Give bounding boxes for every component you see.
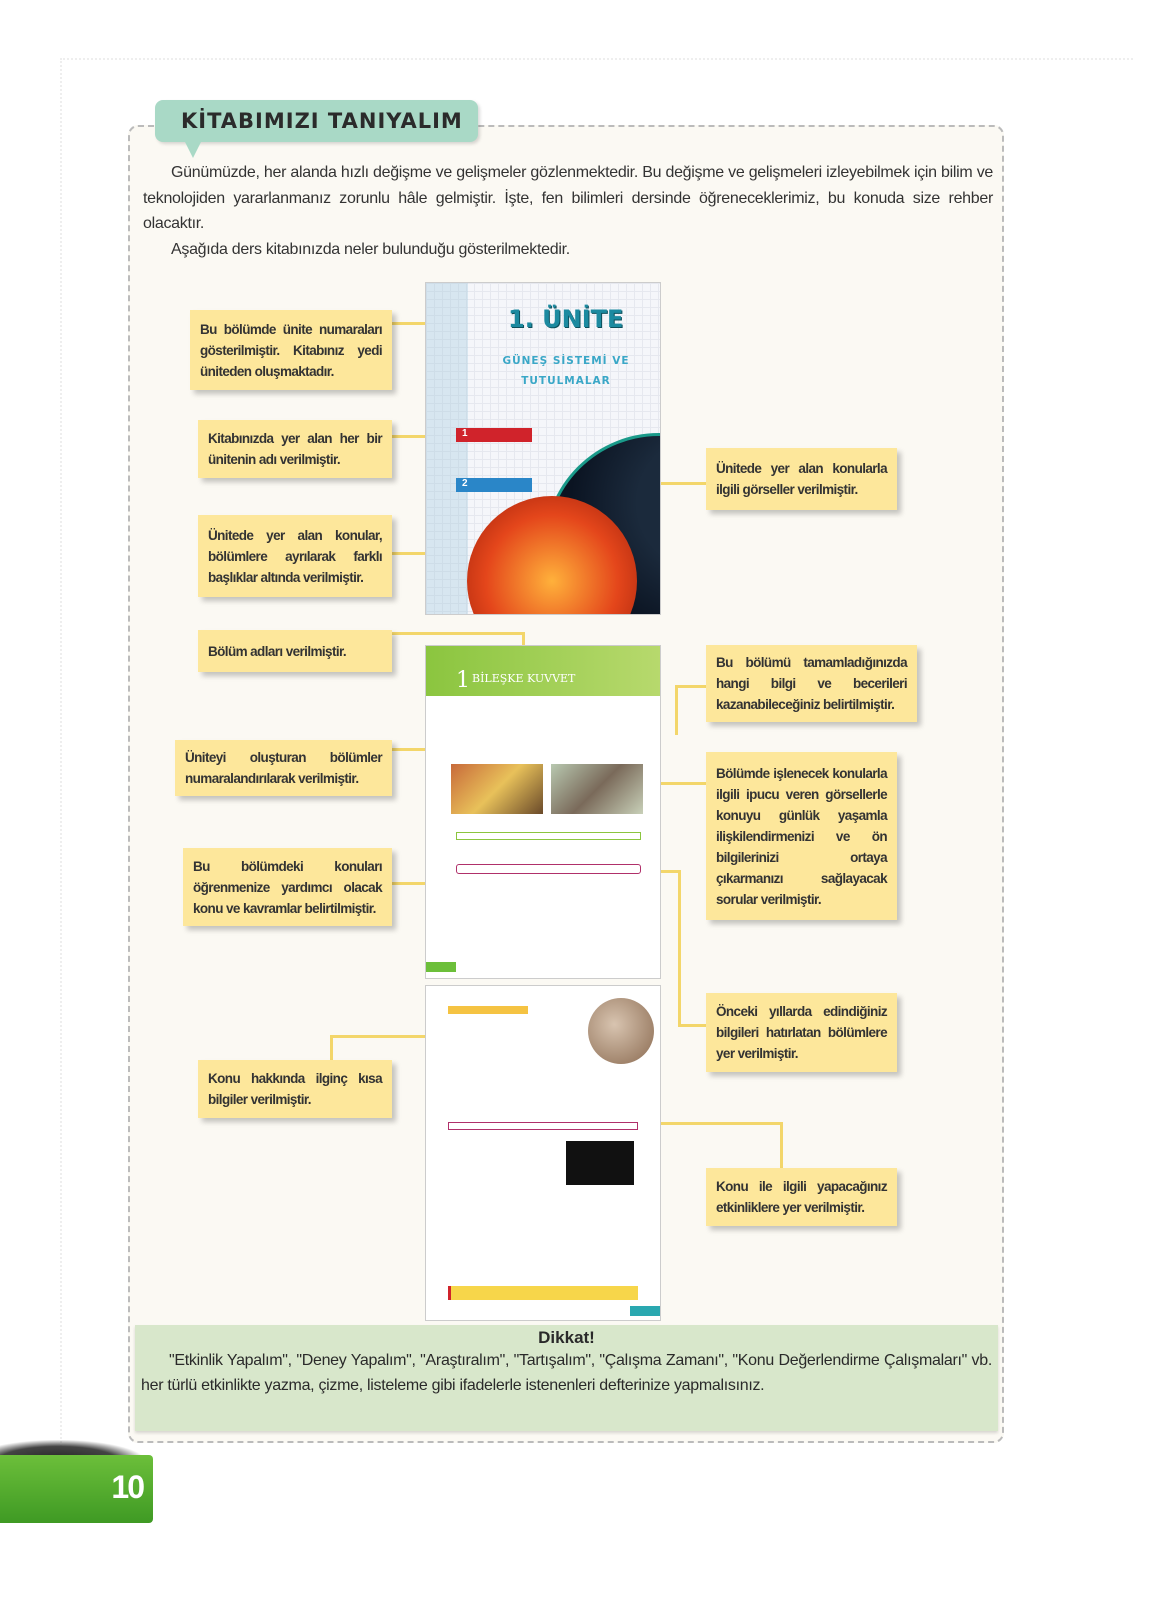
callout-text: Konu hakkında ilginç kısa bilgiler verilmiştir. xyxy=(208,1071,382,1107)
section-page-preview xyxy=(425,645,661,979)
page-number: 10 xyxy=(111,1469,143,1505)
connector-line xyxy=(675,685,678,735)
unit-number: 1. ÜNİTE xyxy=(508,305,624,333)
callout-text: Bu bölümde ünite numaraları gösterilmiştir. Kitabınız yedi üniteden oluşmaktadır. xyxy=(200,321,382,379)
cover-strip xyxy=(426,283,468,614)
space-image xyxy=(544,433,661,615)
warning-text: "Etkinlik Yapalım", "Deney Yapalım", "Araştıralım", "Tartışalım", "Çalışma Zamanı", "Konu Değerlendirme Çalışmaları" vb. her türlü etkinlikte yazma, çizme, listeleme gibi ifadelerle istenenleri defterinize yapmalısınız. xyxy=(141,1352,992,1394)
section-ribbon-1: 1 xyxy=(456,428,532,442)
warning-title: Dikkat! xyxy=(538,1328,595,1347)
connector-line xyxy=(330,1035,333,1063)
section-title: KİTABIMIZI TANIYALIM xyxy=(181,109,463,133)
page-number-tab xyxy=(0,1455,153,1523)
callout-text: Bu bölümdeki konuları öğrenmenize yardımcı olacak konu ve kavramlar belirtilmiştir. xyxy=(193,858,382,916)
callout-concepts xyxy=(183,848,392,926)
callout-section-names xyxy=(198,630,392,672)
connector-line xyxy=(675,685,706,688)
callout-unit-name xyxy=(198,420,392,478)
info-header xyxy=(448,1006,528,1014)
callout-visuals xyxy=(706,448,897,510)
connector-line xyxy=(780,1122,783,1168)
callout-text: Konu ile ilgili yapacağınız etkinliklere yer verilmiştir. xyxy=(716,1179,887,1215)
section-title-tab xyxy=(155,100,478,142)
callout-unit-number xyxy=(190,310,392,390)
callout-sections xyxy=(198,515,392,597)
page-tab xyxy=(630,1306,660,1316)
activity-header xyxy=(448,1122,638,1130)
unit-cover-preview xyxy=(425,282,661,615)
callout-activities xyxy=(706,1168,897,1226)
planets-image xyxy=(566,1141,634,1185)
note-box xyxy=(448,1286,638,1300)
warning-box xyxy=(135,1325,998,1431)
callout-text: Bölüm adları verilmiştir. xyxy=(208,643,347,659)
photo-thumbnail xyxy=(551,764,643,814)
section-header-band xyxy=(426,646,660,696)
intro-text xyxy=(143,160,993,262)
callout-section-numbering xyxy=(175,740,392,796)
pluto-image xyxy=(588,998,654,1064)
callout-text: Önceki yıllarda edindiğiniz bilgileri hatırlatan bölümlere yer verilmiştir. xyxy=(716,1004,887,1061)
callout-text: Ünitede yer alan konularla ilgili görseller verilmiştir. xyxy=(716,461,887,497)
section-ribbon-2: 2 xyxy=(456,478,532,492)
callout-text: Bu bölümü tamamladığınızda hangi bilgi ve becerileri kazanabileceğiniz belirtilmiştir. xyxy=(716,655,907,712)
page-tab xyxy=(426,962,456,972)
sun-image xyxy=(467,496,637,615)
connector-line xyxy=(392,632,524,635)
callout-text: Bölümde işlenecek konularla ilgili ipucu veren görsellerle konuyu günlük yaşamla ilişkilendirmenizi ve ön bilgilerinizi ortaya çıkarmanızı sağlayacak sorular verilmiştir. xyxy=(716,765,887,907)
connector-line xyxy=(678,1024,706,1027)
unit-name: GÜNEŞ SİSTEMİ VE TUTULMALAR xyxy=(502,355,630,387)
page-border-dots xyxy=(60,58,1133,60)
callout-text: Ünitede yer alan konular, bölümlere ayrılarak farklı başlıklar altında verilmiştir. xyxy=(208,527,382,585)
callout-interesting-facts xyxy=(198,1060,392,1118)
callout-outcomes xyxy=(706,645,917,722)
callout-warmup-questions xyxy=(706,752,897,920)
callout-text: Kitabınızda yer alan her bir ünitenin adı verilmiştir. xyxy=(208,431,382,467)
intro-paragraph: Günümüzde, her alanda hızlı değişme ve gelişmeler gözlenmektedir. Bu değişme ve gelişmeleri izleyebilmek için bilim ve teknolojiden yararlanmanız zorunlu hâle gelmiştir. İşte, fen bilimleri dersinde öğreneceklerimiz, bu konuda size rehber olacaktır. xyxy=(143,164,993,232)
page-border-dots-vertical xyxy=(60,58,62,1458)
text-box xyxy=(456,832,641,840)
intro-paragraph: Aşağıda ders kitabınızda neler bulunduğu gösterilmektedir. xyxy=(171,240,570,258)
text-box xyxy=(456,864,641,874)
callout-text: Üniteyi oluşturan bölümler numaralandırılarak verilmiştir. xyxy=(185,750,382,786)
section-title: BİLEŞKE KUVVET xyxy=(472,672,576,685)
callout-prior-knowledge xyxy=(706,993,897,1072)
info-page-preview xyxy=(425,985,661,1321)
section-number: 1 xyxy=(456,668,470,693)
photo-thumbnail xyxy=(451,764,543,814)
connector-line xyxy=(678,870,681,1025)
